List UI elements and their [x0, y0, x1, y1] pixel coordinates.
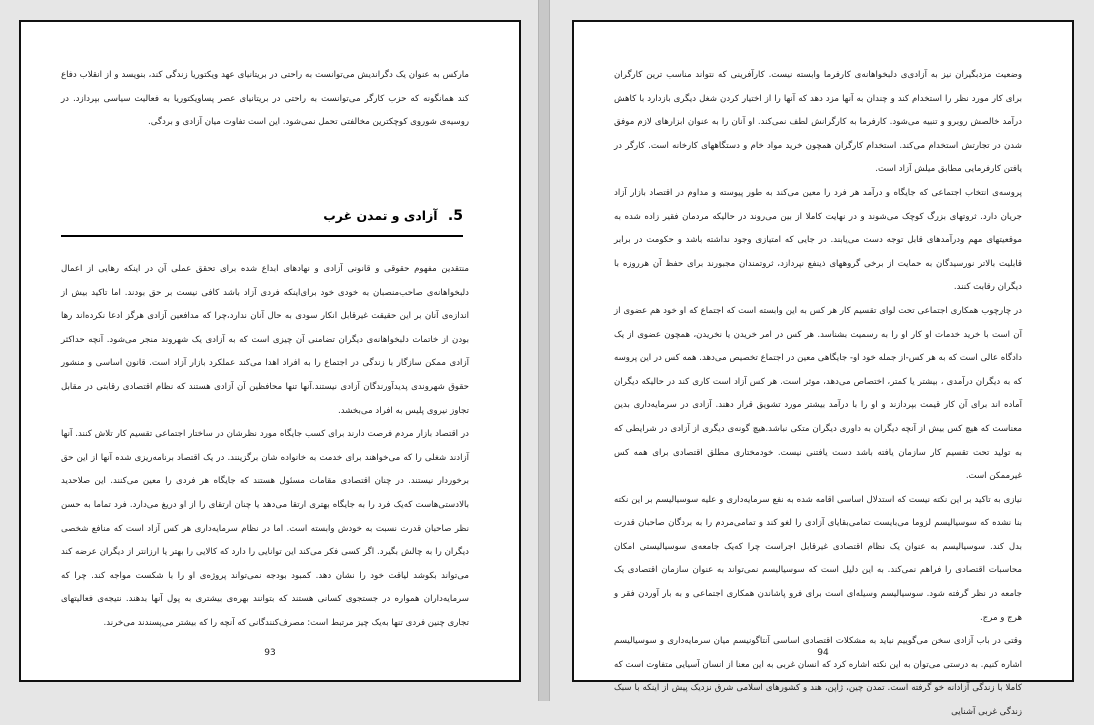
- right-page: [572, 20, 1074, 718]
- page-gutter: [538, 0, 550, 701]
- paragraph: وقتی در باب آزادی سخن می‌گوییم نباید به مشکلات اقتصادی اساسی آنتاگونیسم میان سرمایه‌داری و سوسیالیسم اشاره کنیم. به درستی می‌توان به این نکته اشاره کرد که انسان غربی به این معنا از انسان آسیایی متفاوت است که کاملا با زندگی آزادانه خو گرفته است. تمدن چین، ژاپن، هند و کشورهای اسلامی شرق نزدیک پیش از اینکه با سبک زندگی غربی آشنایی: [614, 636, 1022, 718]
- section-title: آزادی و تمدن غرب: [323, 208, 438, 223]
- section-number: 5.: [447, 208, 463, 224]
- paragraph: مارکس به عنوان یک دگراندیش می‌توانست به راحتی در بریتانیای عهد ویکتوریا زندگی کند، بنویسد و از انقلاب دفاع کند همانگونه که حزب کارگر می‌توانست به راحتی در بریتانیای عصر پساویکتوریا به فعالیت سیاسی بپردازد. در روسیه‌ی شوروی کوچکترین مخالفتی تحمل نمی‌شود. این است تفاوت میان آزادی و بردگی.: [61, 70, 469, 128]
- left-page-intro-block: [61, 64, 469, 135]
- paragraph: در اقتصاد بازار مردم فرصت دارند برای کسب جایگاه مورد نظرشان در ساختار اجتماعی تقسیم کار تلاش کنند. آنها آزادند شغلی را که می‌خواهند برای خدمت به خانواده شان برگزینند. در یک اقتصاد برنامه‌ریزی شده آنها از این حق برخوردار نیستند. در چنان اقتصادی مقامات مسئول هستند که جایگاه هر فردی را معین می‌کنند. این صلاحدید بالادستی‌هاست که‌یک فرد را به جایگاه بهتری ارتقا می‌دهد یا چنان ارتقای را از او دریغ می‌دارد. فرد تماما به حسن نظر صاحبان قدرت نسبت به خودش وابسته است. اما در نظام سرمایه‌داری هر کس آزاد است که منافع شخصی دیگران را به چالش بگیرد. اگر کسی فکر می‌کند این توانایی را دارد که کالایی را بهتر یا ارزانتر از دیگران عرضه کند می‌تواند بکوشد لیاقت خود را نشان دهد. کمبود بودجه نمی‌تواند پروژه‌ی او را با شکست مواجه کند. چرا که سرمایه‌داران همواره در جستجوی کسانی هستند که بتوانند بهره‌ی بیشتری به پول آنها بدهند. نتیجه‌ی فعالیتهای تجاری چنین فردی تنها به‌یک چیز مرتبط است: مصرف‌کنندگانی که آنچه را که بیشتر می‌پسندند می‌خرند.: [61, 429, 469, 628]
- section-heading: [61, 204, 463, 228]
- paragraph: پروسه‌ی انتخاب اجتماعی که جایگاه و درآمد هر فرد را معین می‌کند به طور پیوسته و مداوم در اقتصاد بازار آزاد جریان دارد. ثروتهای بزرگ کوچک می‌شوند و در نهایت کاملا از بین می‌روند در حالیکه مردمان فقیر زاده شده به موقعیتهای مهم ودرآمدهای قابل توجه دست می‌یابند. در جایی که امتیازی وجود نداشته باشد و حکومت در برابر قابلیت بالاتر نورسیدگان به حمایت از برخی گروههای ذینفع نپردازد، ثروتمندان مجبورند برای حفظ آن هرروزه با دیگران رقابت کنند.: [614, 187, 1022, 293]
- page-number: 93: [264, 648, 276, 658]
- paragraph: نیازی به تاکید بر این نکته نیست که استدلال اساسی اقامه شده به نفع سرمایه‌داری و علیه سوسیالیسم بر این نکته بنا نشده که سوسیالیسم لزوما می‌بایست تمامی‌بقایای آزادی را لغو کند و تمامی‌مردم را به بردگان صاحبان قدرت بدل کند. سوسیالیسم به عنوان یک نظام اقتصادی غیرقابل اجراست چرا که‌یک جامعه‌ی سوسیالیستی امکان محاسبات اقتصادی را فراهم نمی‌کند. به این دلیل است که سوسیالیسم نمی‌تواند به عنوان سازمان اقتصادی یک جامعه در نظر گرفته شود. سوسیالیسم وسیله‌ای است برای فرو پاشاندن همکاری اجتماعی و به بار آوردن فقر و هرج و مرج.: [614, 494, 1022, 623]
- paragraph: در چارچوب همکاری اجتماعی تحت لوای تقسیم کار هر کس به این وابسته است که اجتماع که او خود هم عضوی از آن است با خرید خدمات او کار او را به رسمیت بشناسد. هر کس در امر خریدن یا نخریدن، همچون عضوی از یک دادگاه عالی است که به هر کس-از جمله خود او- جایگاهی معین در اجتماع تخصیص می‌دهد. همه کس در این پروسه که به دیگران درآمدی ، بیشتر یا کمتر، اختصاص می‌دهد، موثر است. هر کس آزاد است کاری کند در حالیکه دیگران آماده اند برای آن کار قیمت بپردازند و او را با درآمد بیشتر مورد تشویق قرار دهند. آزادی در سرمایه‌داری بدین معناست که هیچ کس بیش از آنچه دیگران به داوری دیگران متکی نباشد.هیچ گونه‌ی دیگری از آزادی در شرایطی که به تولید تحت تقسیم کار سازمان یافته باشد دست یافتنی نیست. خودمختاری مطلق اقتصادی برای همه کس غیرممکن است.: [614, 305, 1022, 482]
- paragraph: منتقدین مفهوم حقوقی و قانونی آزادی و نهادهای ابداع شده برای تحقق عملی آن در اینکه رهایی از اعمال دلبخواهانه‌ی صاحب‌منصبان به خودی خود برای‌اینکه فردی آزاد باشد کافی نیست بر حق بودند. اما تاکید بیش از اندازه‌ی آنان بر این حقیقت غیرقابل انکار سودی به حال آنان ندارد،چرا که مدافعین آزادی هرگز ادعا نکرده‌اند رها بودن از خاتمات دلبخواهانه‌ی دیگران تضامنی آن چیزی است که به آزادی یک شهروند منجر می‌شود. آنچه حداکثر آزادی ممکن سازگار با زندگی در اجتماع را به افراد اهدا می‌کند عملکرد بازار آزاد است. قانون اساسی و منشور حقوق شهروندی پدیدآورندگان آزادی نیستند.آنها تنها محافظین آن آزادی هستند که نظام اقتصادی رقابتی در مقابل تجاوز نیروی پلیس به افراد می‌بخشد.: [61, 264, 469, 416]
- left-page: [19, 20, 521, 682]
- paragraph: وضعیت مزدبگیران نیز به آزادی‌ی دلبخواهانه‌ی کارفرما وابسته نیست. کارآفرینی که نتواند مناسب ترین کارگران برای کار مورد نظر را استخدام کند و چندان به آنها مزد دهد که آنها را از اختیار کردن شغل دیگری بازدارد با کاهش درآمد خالصش روبرو و تنبیه می‌شود. کارفرما به کارگرانش لطف نمی‌کند. او آنان را به عنوان ابزارهای لازم موفق شدن در تجارتش استخدام می‌کند. استخدام کارگران همچون خرید مواد خام و دستگاههای کارخانه است. کارگر در یافتن کارفرمایی مطابق میلش آزاد است.: [614, 70, 1022, 175]
- heading-divider: [61, 235, 463, 237]
- page-number: 94: [817, 648, 829, 658]
- section-heading-block: [61, 204, 463, 237]
- right-page-body: [614, 64, 1022, 725]
- left-page-body: [61, 258, 469, 636]
